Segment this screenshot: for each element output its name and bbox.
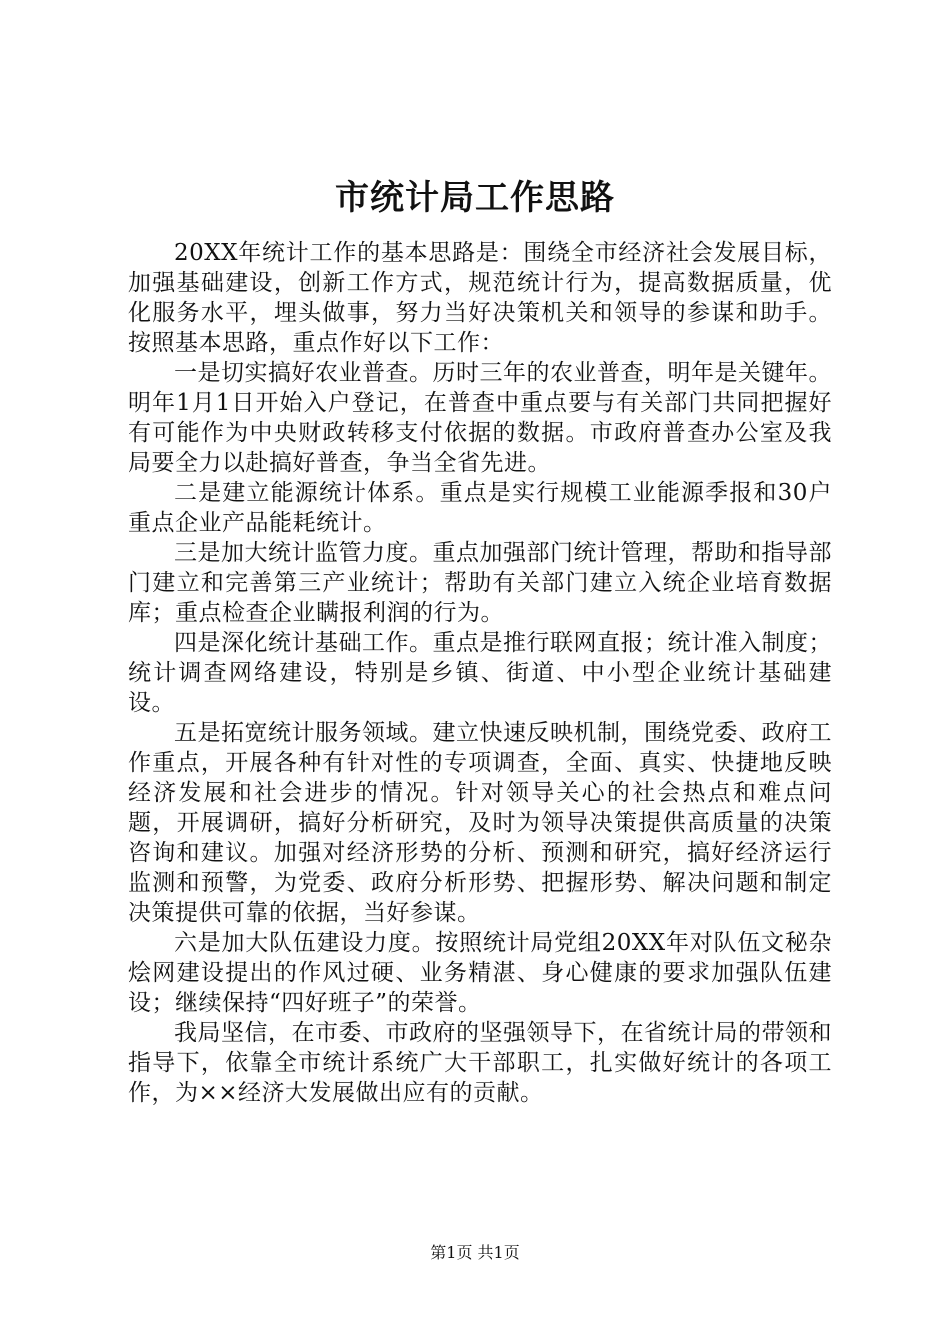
- paragraph-conclusion: 我局坚信，在市委、市政府的坚强领导下，在省统计局的带领和指导下，依靠全市统计系统广大干部职工，扎实做好统计的各项工作，为××经济大发展做出应有的贡献。: [128, 1020, 832, 1106]
- document-title: 市统计局工作思路: [335, 178, 615, 218]
- paragraph-energy-statistics: 二是建立能源统计体系。重点是实行规模工业能源季报和30户重点企业产品能耗统计。: [128, 480, 832, 536]
- document-body: [128, 238, 832, 1108]
- paragraph-agricultural-census: 一是切实搞好农业普查。历时三年的农业普查，明年是关键年。明年1月1日开始入户登记，在普查中重点要与有关部门共同把握好有可能作为中央财政转移支付依据的数据。市政府普查办公室及我局要全力以赴搞好普查，争当全省先进。: [128, 360, 832, 476]
- paragraph-intro: 20XX年统计工作的基本思路是：围绕全市经济社会发展目标，加强基础建设，创新工作方式，规范统计行为，提高数据质量，优化服务水平，埋头做事，努力当好决策机关和领导的参谋和助手。按照基本思路，重点作好以下工作：: [128, 240, 832, 356]
- page-number-footer: 第1页 共1页: [430, 1243, 520, 1262]
- paragraph-service-scope: 五是拓宽统计服务领域。建立快速反映机制，围绕党委、政府工作重点，开展各种有针对性的专项调查，全面、真实、快捷地反映经济发展和社会进步的情况。针对领导关心的社会热点和难点问题，开展调研，搞好分析研究，及时为领导决策提供高质量的决策咨询和建议。加强对经济形势的分析、预测和研究，搞好经济运行监测和预警，为党委、政府分析形势、把握形势、解决问题和制定决策提供可靠的依据，当好参谋。: [128, 720, 832, 926]
- paragraph-supervision: 三是加大统计监管力度。重点加强部门统计管理，帮助和指导部门建立和完善第三产业统计；帮助有关部门建立入统企业培育数据库；重点检查企业瞒报利润的行为。: [128, 540, 832, 626]
- paragraph-basic-work: 四是深化统计基础工作。重点是推行联网直报；统计准入制度；统计调查网络建设，特别是乡镇、街道、中小型企业统计基础建设。: [128, 630, 832, 716]
- paragraph-team-building: 六是加大队伍建设力度。按照统计局党组20XX年对队伍文秘杂烩网建设提出的作风过硬、业务精湛、身心健康的要求加强队伍建设；继续保持“四好班子”的荣誉。: [128, 930, 832, 1016]
